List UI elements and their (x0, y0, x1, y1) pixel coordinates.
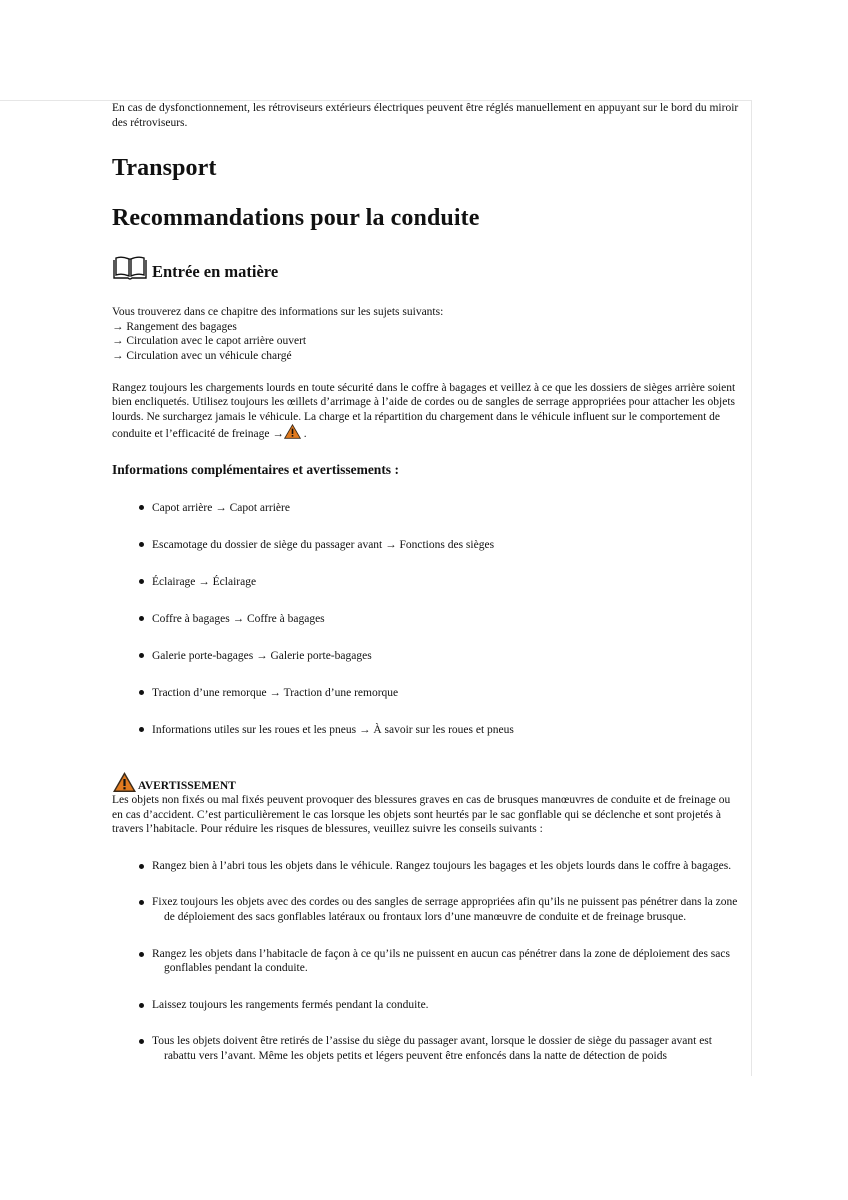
warning-item (112, 895, 742, 924)
info-item-text: Galerie porte-bagages → Galerie porte-bagages (152, 649, 372, 662)
bullet-icon (139, 1003, 144, 1008)
warning-header (112, 771, 742, 793)
topic-link[interactable]: → Circulation avec le capot arrière ouvert (112, 335, 307, 348)
warning-triangle-icon (112, 771, 137, 793)
bullet-icon (139, 579, 144, 584)
info-heading: Informations complémentaires et avertissements : (112, 461, 399, 477)
warning-item (112, 998, 742, 1013)
heading-recommandations: Recommandations pour la conduite (112, 205, 480, 232)
bullet-icon (139, 542, 144, 547)
bullet-icon (139, 505, 144, 510)
loading-text: Rangez toujours les chargements lourds en toute sécurité dans le coffre à bagages et veillez à ce que les dossiers de sièges arrière soient bien encliquetés. Utilisez toujours les œillets d’arrimage à l’aide de cordes ou de sangles de serrage appropriées pour attacher les objets lourds. Ne surchargez jamais le véhicule. La charge et la répartition du chargement dans le véhicule influent sur le comportement de conduite et l’efficacité de freinage (112, 381, 736, 441)
info-item[interactable] (112, 530, 742, 567)
warning-triangle-icon[interactable] (284, 424, 301, 439)
bullet-icon (139, 864, 144, 869)
document-content (112, 100, 742, 1085)
intro-paragraph: En cas de dysfonctionnement, les rétroviseurs extérieurs électriques peuvent être réglés manuellement en appuyant sur le bord du miroir des rétroviseurs. (112, 102, 739, 129)
info-item-text: Éclairage → Éclairage (152, 575, 257, 588)
info-item-text: Informations utiles sur les roues et les pneus → À savoir sur les roues et pneus (152, 723, 514, 736)
page-edge-right (751, 100, 752, 1076)
section-title: Entrée en matière (152, 262, 279, 282)
loading-paragraph (112, 381, 742, 442)
warning-item-text: Rangez les objets dans l’habitacle de façon à ce qu’ils ne puissent en aucun cas pénétrer dans la zone de déploiement des sacs gonflables pendant la conduite. (152, 947, 730, 975)
chapter-intro: Vous trouverez dans ce chapitre des informations sur les sujets suivants: (112, 306, 444, 319)
loading-end: . (300, 428, 307, 441)
info-item[interactable] (112, 567, 742, 604)
info-item[interactable] (112, 641, 742, 678)
bullet-icon (139, 690, 144, 695)
info-item[interactable] (112, 604, 742, 641)
warning-title: AVERTISSEMENT (138, 779, 236, 792)
bullet-icon (139, 1039, 144, 1044)
book-icon (112, 256, 148, 282)
section-heading (112, 252, 742, 282)
topic-link[interactable]: → Circulation avec un véhicule chargé (112, 349, 292, 362)
info-item-text: Escamotage du dossier de siège du passager avant → Fonctions des sièges (152, 538, 495, 551)
topic-list (112, 320, 742, 364)
warning-item (112, 859, 742, 874)
warning-item-text: Laissez toujours les rangements fermés pendant la conduite. (152, 998, 429, 1011)
bullet-icon (139, 727, 144, 732)
info-item[interactable] (112, 715, 742, 752)
info-list (112, 493, 742, 752)
warning-list (112, 859, 742, 1064)
info-item-text: Capot arrière → Capot arrière (152, 501, 290, 514)
bullet-icon (139, 616, 144, 621)
warning-block (112, 771, 742, 1064)
bullet-icon (139, 952, 144, 957)
warning-item-text: Rangez bien à l’abri tous les objets dans le véhicule. Rangez toujours les bagages et les objets lourds dans le coffre à bagages. (152, 859, 732, 872)
warning-item-text: Tous les objets doivent être retirés de l’assise du siège du passager avant, lorsque le dossier de siège du passager avant est rabattu vers l’avant. Même les objets petits et légers peuvent être enfoncés dans la natte de détection de poids (152, 1035, 712, 1062)
info-item-text: Traction d’une remorque → Traction d’une remorque (152, 686, 399, 699)
info-item[interactable] (112, 493, 742, 530)
heading-transport: Transport (112, 155, 217, 182)
warning-item (112, 947, 742, 976)
warning-link-arrow[interactable]: → (269, 428, 284, 441)
bullet-icon (139, 900, 144, 905)
info-item-text: Coffre à bagages → Coffre à bagages (152, 612, 325, 625)
warning-item (112, 1034, 742, 1063)
info-item[interactable] (112, 678, 742, 715)
topic-link[interactable]: → Rangement des bagages (112, 320, 237, 333)
warning-text: Les objets non fixés ou mal fixés peuvent provoquer des blessures graves en cas de brusques manœuvres de conduite et de freinage ou en cas d’accident. C’est particulièrement le cas lorsque les objets sont heurtés par le sac gonflable qui se déclenche et sont projetés à travers l’habitacle. Pour réduire les risques de blessures, veuillez suivre les conseils suivants : (112, 793, 731, 836)
bullet-icon (139, 653, 144, 658)
warning-item-text: Fixez toujours les objets avec des cordes ou des sangles de serrage appropriées afin qu’ils ne puissent pas pénétrer dans la zone de déploiement des sacs gonflables latéraux ou frontaux lors d’une manœuvre de conduite et de freinage brusque. (152, 896, 738, 923)
